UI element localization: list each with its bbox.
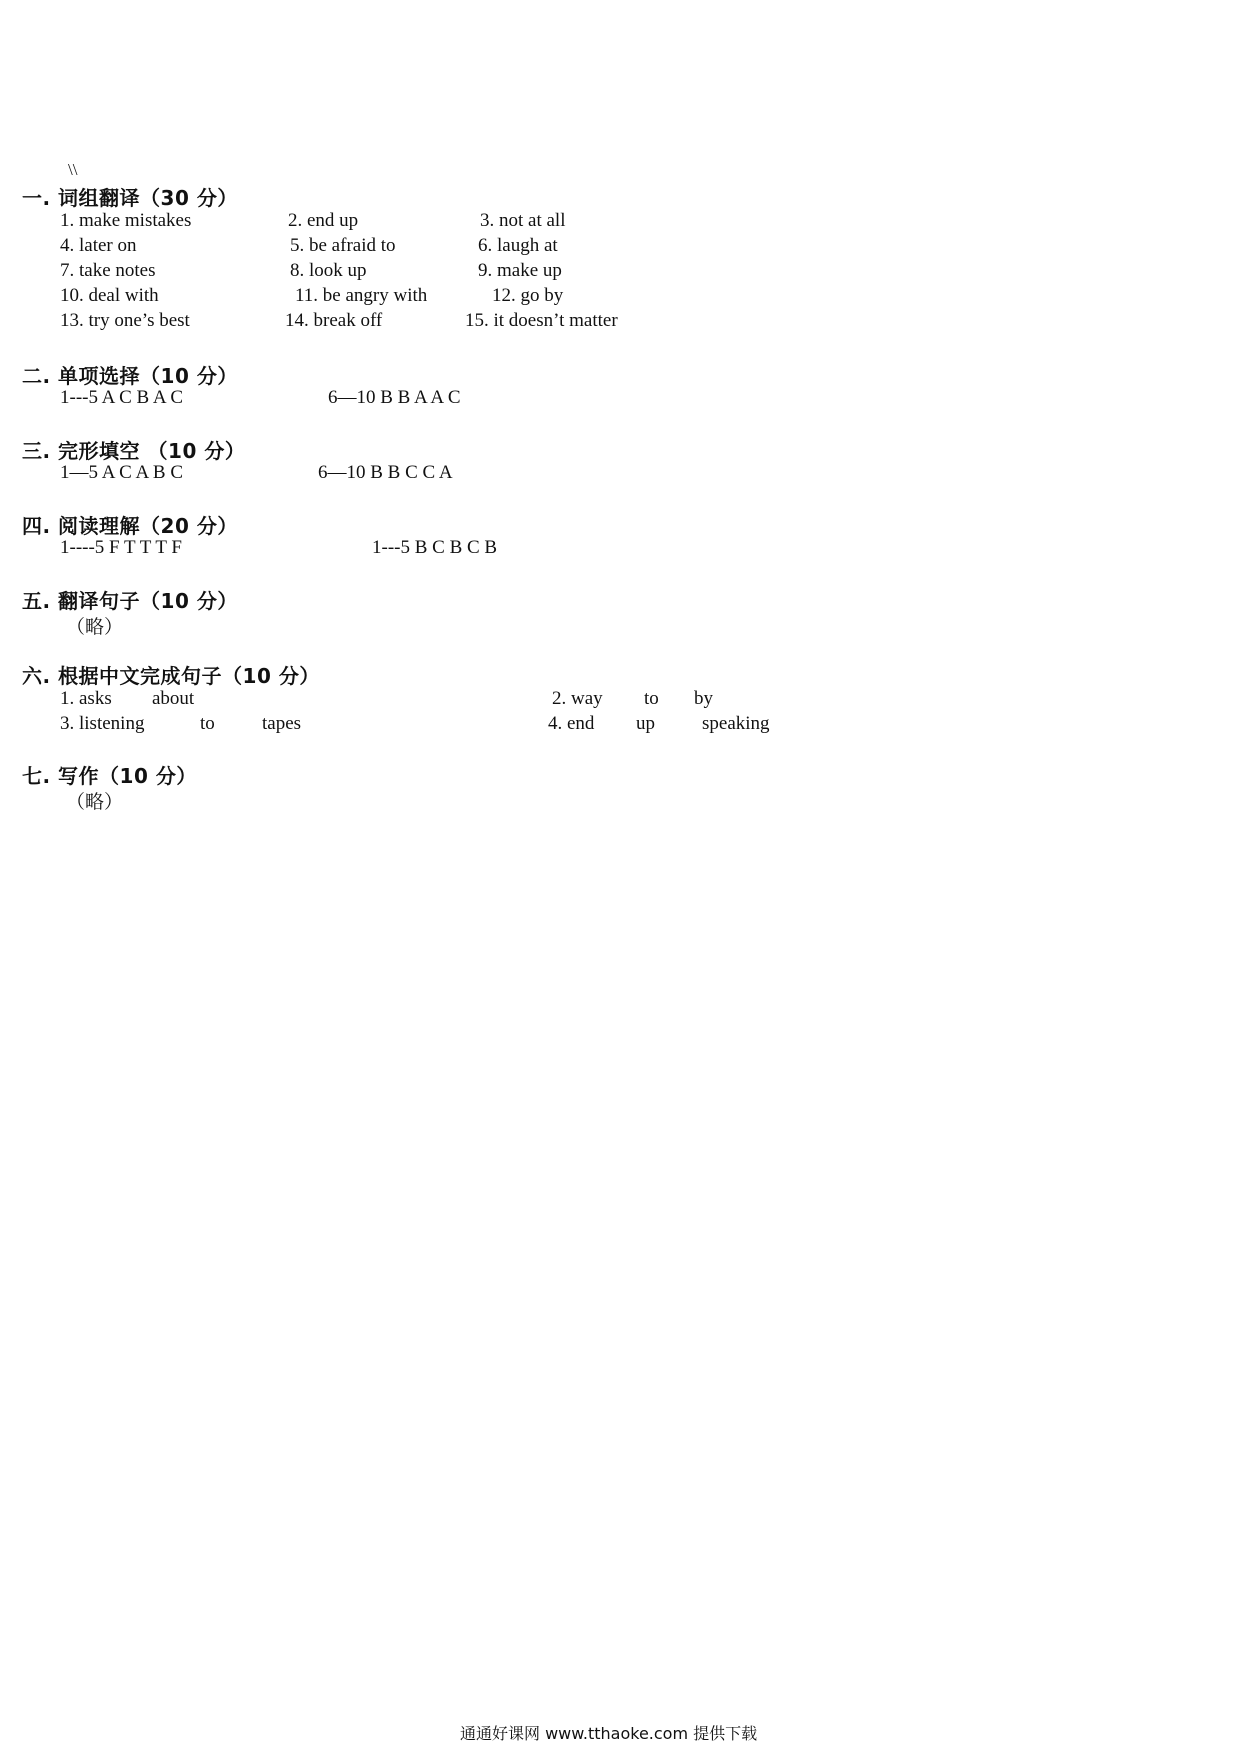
phrase-item: 13. try one’s best bbox=[60, 310, 190, 331]
phrase-item: 12. go by bbox=[492, 285, 564, 306]
sentence-word: tapes bbox=[262, 713, 302, 734]
phrase-item: 3. not at all bbox=[480, 210, 566, 231]
phrase-item: 1. make mistakes bbox=[60, 210, 192, 231]
footer-credit: 通通好课网 www.tthaoke.com 提供下载 bbox=[460, 1724, 758, 1743]
section-5-heading: 五. 翻译句子（10 分） bbox=[22, 589, 238, 613]
answer-group: 1---5 B C B C B bbox=[372, 537, 498, 558]
phrase-item: 8. look up bbox=[290, 260, 367, 281]
sentence-word: to bbox=[200, 713, 215, 734]
sentence-word: by bbox=[694, 688, 713, 709]
omitted-note: （略） bbox=[66, 792, 124, 813]
omitted-note: （略） bbox=[66, 617, 124, 638]
answer-group: 6—10 B B C C A bbox=[318, 462, 453, 483]
sentence-word: about bbox=[152, 688, 195, 709]
section-7-heading: 七. 写作（10 分） bbox=[22, 764, 197, 788]
top-mark: \\ bbox=[68, 160, 78, 179]
answer-group: 1----5 F T T T F bbox=[60, 537, 182, 558]
phrase-item: 2. end up bbox=[288, 210, 359, 231]
section-3-heading: 三. 完形填空 （10 分） bbox=[22, 439, 246, 463]
phrase-item: 15. it doesn’t matter bbox=[465, 310, 618, 331]
sentence-word: 3. listening bbox=[60, 713, 145, 734]
phrase-item: 10. deal with bbox=[60, 285, 159, 306]
section-1-heading: 一. 词组翻译（30 分） bbox=[22, 186, 238, 210]
phrase-item: 14. break off bbox=[285, 310, 383, 331]
answer-group: 6—10 B B A A C bbox=[328, 387, 461, 408]
answer-group: 1---5 A C B A C bbox=[60, 387, 183, 408]
sentence-word: to bbox=[644, 688, 659, 709]
sentence-word: 1. asks bbox=[60, 688, 112, 709]
section-2-heading: 二. 单项选择（10 分） bbox=[22, 364, 238, 388]
sentence-word: 4. end bbox=[548, 713, 595, 734]
phrase-item: 4. later on bbox=[60, 235, 137, 256]
phrase-item: 9. make up bbox=[478, 260, 562, 281]
phrase-item: 11. be angry with bbox=[295, 285, 428, 306]
section-4-heading: 四. 阅读理解（20 分） bbox=[22, 514, 238, 538]
phrase-item: 6. laugh at bbox=[478, 235, 558, 256]
phrase-item: 7. take notes bbox=[60, 260, 156, 281]
sentence-word: speaking bbox=[702, 713, 770, 734]
sentence-word: 2. way bbox=[552, 688, 603, 709]
answer-group: 1—5 A C A B C bbox=[60, 462, 184, 483]
sentence-word: up bbox=[636, 713, 655, 734]
phrase-item: 5. be afraid to bbox=[290, 235, 396, 256]
section-6-heading: 六. 根据中文完成句子（10 分） bbox=[22, 664, 320, 688]
